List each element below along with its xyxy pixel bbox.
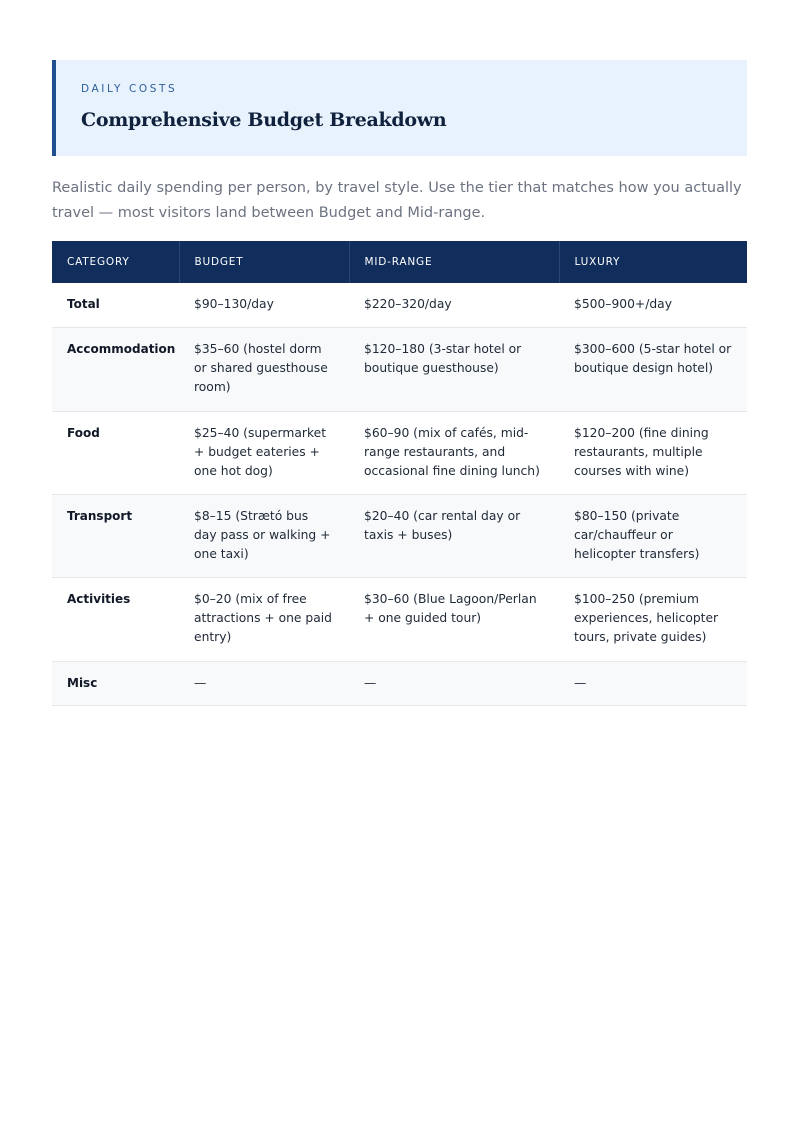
section-header bbox=[52, 60, 747, 156]
cell-mid-range: $30–60 (Blue Lagoon/Perlan + one guided tour) bbox=[349, 577, 559, 661]
row-category: Misc bbox=[52, 661, 179, 705]
cell-mid-range: $20–40 (car rental day or taxis + buses) bbox=[349, 494, 559, 577]
cell-mid-range: $120–180 (3-star hotel or boutique guesthouse) bbox=[349, 327, 559, 411]
cell-budget: — bbox=[179, 661, 349, 705]
row-category: Total bbox=[52, 283, 179, 327]
table-body bbox=[52, 283, 747, 705]
cell-mid-range: $60–90 (mix of cafés, mid-range restaurants, and occasional fine dining lunch) bbox=[349, 411, 559, 494]
row-category: Accommodation bbox=[52, 327, 179, 411]
column-header-category: CATEGORY bbox=[52, 241, 179, 283]
budget-table bbox=[52, 241, 747, 706]
row-category: Activities bbox=[52, 577, 179, 661]
section-eyebrow: DAILY COSTS bbox=[81, 83, 178, 95]
header-row bbox=[52, 241, 747, 283]
row-category: Food bbox=[52, 411, 179, 494]
table-row bbox=[52, 577, 747, 661]
row-category: Transport bbox=[52, 494, 179, 577]
cell-luxury: $300–600 (5-star hotel or boutique design hotel) bbox=[559, 327, 747, 411]
page-title: Comprehensive Budget Breakdown bbox=[81, 109, 447, 131]
column-header-mid-range: MID-RANGE bbox=[349, 241, 559, 283]
table-header bbox=[52, 241, 747, 283]
column-header-budget: BUDGET bbox=[179, 241, 349, 283]
cell-budget: $35–60 (hostel dorm or shared guesthouse room) bbox=[179, 327, 349, 411]
table-row bbox=[52, 661, 747, 705]
cell-luxury: $80–150 (private car/chauffeur or helicopter transfers) bbox=[559, 494, 747, 577]
column-header-luxury: LUXURY bbox=[559, 241, 747, 283]
cell-budget: $90–130/day bbox=[179, 283, 349, 327]
cell-luxury: — bbox=[559, 661, 747, 705]
table-row bbox=[52, 283, 747, 327]
cell-budget: $8–15 (Strætó bus day pass or walking + one taxi) bbox=[179, 494, 349, 577]
cell-budget: $0–20 (mix of free attractions + one paid entry) bbox=[179, 577, 349, 661]
table-row bbox=[52, 327, 747, 411]
cell-luxury: $100–250 (premium experiences, helicopter tours, private guides) bbox=[559, 577, 747, 661]
cell-budget: $25–40 (supermarket + budget eateries + one hot dog) bbox=[179, 411, 349, 494]
cell-mid-range: — bbox=[349, 661, 559, 705]
intro-paragraph: Realistic daily spending per person, by travel style. Use the tier that matches how you actually travel — most visitors land between Budget and Mid-range. bbox=[52, 180, 742, 221]
cell-luxury: $500–900+/day bbox=[559, 283, 747, 327]
table-row bbox=[52, 494, 747, 577]
cell-luxury: $120–200 (fine dining restaurants, multiple courses with wine) bbox=[559, 411, 747, 494]
table-row bbox=[52, 411, 747, 494]
cell-mid-range: $220–320/day bbox=[349, 283, 559, 327]
